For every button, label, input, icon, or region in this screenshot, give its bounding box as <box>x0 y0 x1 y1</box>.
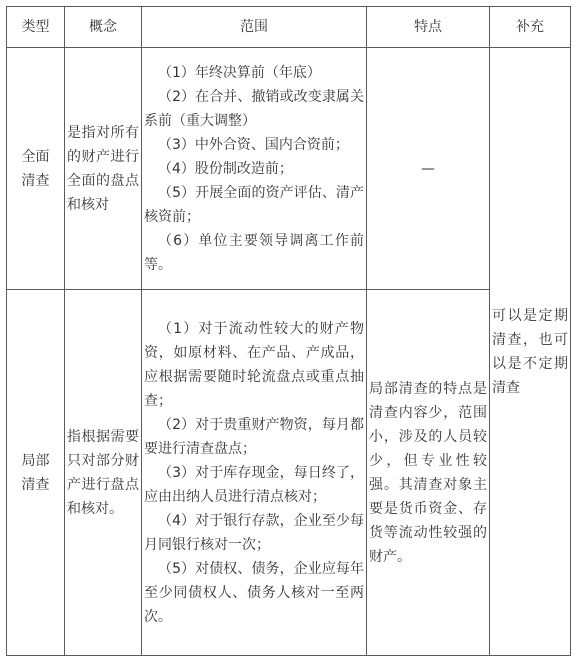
scope-item: （5）开展全面的资产评估、清产核资前； <box>144 184 364 225</box>
scope-item: （4）对于银行存款，企业至少每月同银行核对一次； <box>144 512 364 553</box>
header-scope: 范围 <box>142 7 367 48</box>
concept-cell: 指根据需要只对部分财产进行盘点和核对。 <box>65 290 142 656</box>
supplement-cell: 可以是定期清查，也可以是不定期清查 <box>490 48 571 656</box>
table-row <box>7 48 571 290</box>
scope-item: （4）股份制改造前； <box>158 160 293 177</box>
feature-cell: 局部清查的特点是清查内容少，范围小，涉及的人员较少，但专业性较强。其清查对象主要是货币资金、存货等流动性较强的财产。 <box>367 290 490 656</box>
header-supplement: 补充 <box>490 7 571 48</box>
feature-cell: — <box>367 48 490 290</box>
scope-item: （3）中外合资、国内合资前； <box>158 136 349 153</box>
scope-cell <box>142 290 367 656</box>
scope-item: （1）年终决算前（年底） <box>158 64 321 81</box>
type-cell <box>7 290 65 656</box>
scope-item: （2）在合并、撤销或改变隶属关系前（重大调整） <box>144 88 364 129</box>
header-row <box>7 7 571 48</box>
header-type: 类型 <box>7 7 65 48</box>
scope-item: （5）对债权、债务，企业应每年至少同债权人、债务人核对一至两次。 <box>144 560 364 625</box>
scope-item: （6）单位主要领导调离工作前等。 <box>144 232 364 273</box>
type-label: 局部 清查 <box>21 452 50 493</box>
scope-cell <box>142 48 367 290</box>
type-cell <box>7 48 65 290</box>
scope-item: （2）对于贵重财产物资，每月都要进行清查盘点； <box>144 416 364 457</box>
scope-item: （1）对于流动性较大的财产物资，如原材料、在产品、产成品，应根据需要随时轮流盘点或重点抽查； <box>144 320 364 409</box>
concept-cell: 是指对所有的财产进行全面的盘点和核对 <box>65 48 142 290</box>
inventory-check-table <box>6 6 571 656</box>
type-label: 全面 清查 <box>21 148 50 189</box>
header-concept: 概念 <box>65 7 142 48</box>
scope-item: （3）对于库存现金，每日终了，应由出纳人员进行清点核对； <box>144 464 364 505</box>
header-feature: 特点 <box>367 7 490 48</box>
table-row <box>7 290 571 656</box>
